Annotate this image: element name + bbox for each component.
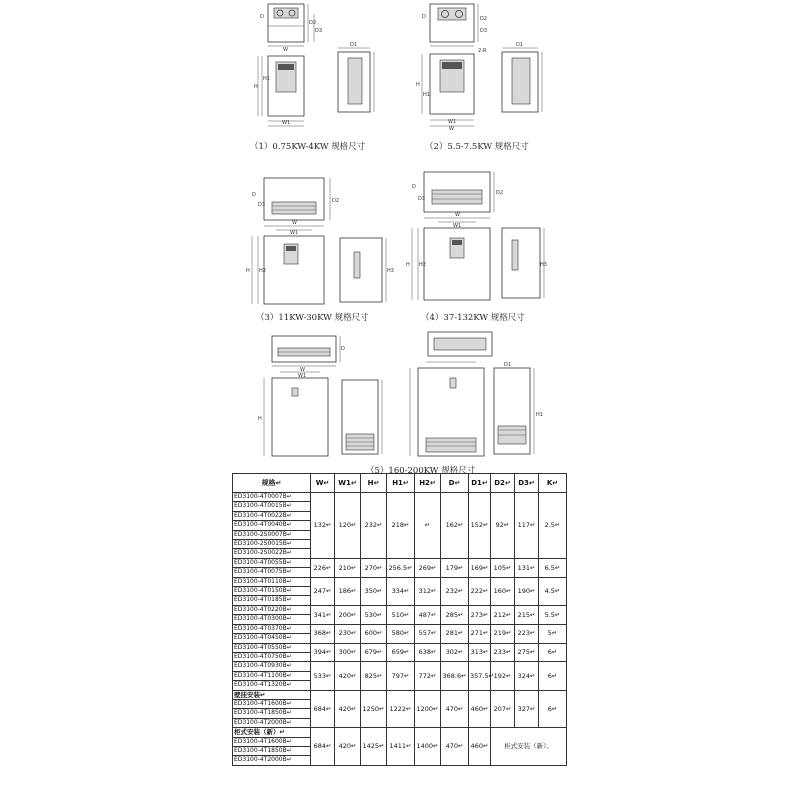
- group-title: 柜式安装（新）↵: [233, 728, 311, 737]
- table-cell-value: 530↵: [361, 605, 387, 624]
- model-name: ED3100-4T1850B↵: [233, 746, 311, 755]
- table-cell-value: 271↵: [469, 624, 491, 643]
- table-cell-value: 222↵: [469, 577, 491, 605]
- figure-2-label-2r: 2-R: [478, 48, 487, 54]
- table-cell-value: 186↵: [335, 577, 361, 605]
- spec-table: [232, 473, 566, 766]
- figure-3-label-w1: W1: [290, 230, 299, 236]
- table-cell-value: 1425↵: [361, 728, 387, 766]
- table-cell-value: 5↵: [539, 624, 567, 643]
- table-cell-value: 1222↵: [387, 690, 415, 728]
- table-cell-value: 200↵: [335, 605, 361, 624]
- header-h1: H1↵: [387, 474, 415, 493]
- table-cell-value: 470↵: [441, 728, 469, 766]
- table-cell-value: 600↵: [361, 624, 387, 643]
- table-cell-value: 92↵: [491, 493, 515, 559]
- table-cell-value: 341↵: [311, 605, 335, 624]
- header-h2: H2↵: [415, 474, 441, 493]
- model-name: ED3100-2S0007B↵: [233, 530, 311, 539]
- table-cell-value: 232↵: [361, 493, 387, 559]
- table-cell-value: 247↵: [311, 577, 335, 605]
- model-name: ED3100-4T1100B↵: [233, 671, 311, 680]
- figure-3-caption: （3）11KW-30KW 规格尺寸: [256, 313, 369, 323]
- table-cell-value: 679↵: [361, 643, 387, 662]
- header-d: D↵: [441, 474, 469, 493]
- table-cell-value: 420↵: [335, 690, 361, 728]
- model-name: ED3100-2S0022B↵: [233, 549, 311, 558]
- figure-3-drawing: [240, 172, 394, 308]
- table-cell-value: 223↵: [515, 624, 539, 643]
- figure-1-label-h: H: [254, 84, 258, 90]
- table-cell-value: 580↵: [387, 624, 415, 643]
- figure-3-label-d2: D2: [332, 198, 340, 204]
- model-name: ED3100-4T0022B↵: [233, 511, 311, 520]
- header-d1: D1↵: [469, 474, 491, 493]
- table-cell-value: 334↵: [387, 577, 415, 605]
- table-cell-value: 313↵: [469, 643, 491, 662]
- table-cell-value: 179↵: [441, 558, 469, 577]
- table-cell-value: 6↵: [539, 690, 567, 728]
- model-name: ED3100-2S0015B↵: [233, 540, 311, 549]
- figure-2-drawing: [412, 0, 547, 130]
- figure-4-label-d3: D3: [418, 196, 426, 202]
- model-name: ED3100-4T0450B↵: [233, 634, 311, 643]
- figure-3-label-h: H: [246, 268, 250, 274]
- figure-4-label-h3: H3: [540, 262, 547, 268]
- figure-1-label-d3: D3: [315, 28, 323, 34]
- table-cell-value: 420↵: [335, 728, 361, 766]
- model-name: ED3100-4T1850B↵: [233, 709, 311, 718]
- figure-2-caption: （2）5.5-7.5KW 规格尺寸: [425, 142, 529, 152]
- table-cell-value: 218↵: [387, 493, 415, 559]
- figure-4-label-d2: D2: [496, 190, 504, 196]
- table-body: [233, 493, 567, 766]
- table-cell-value: 533↵: [311, 662, 335, 690]
- figure-1-caption: （1）0.75KW-4KW 规格尺寸: [250, 142, 366, 152]
- table-cell-value: 152↵: [469, 493, 491, 559]
- table-cell-value: 302↵: [441, 643, 469, 662]
- figure-5-caption: （5）160-200KW 规格尺寸: [366, 466, 476, 476]
- table-row: [233, 493, 567, 502]
- figure-3-label-d3: D3: [258, 202, 266, 208]
- table-cell-value: 684↵: [311, 690, 335, 728]
- model-name: ED3100-4T0075B↵: [233, 568, 311, 577]
- model-name: ED3100-4T0300B↵: [233, 615, 311, 624]
- table-cell-value: 192↵: [491, 662, 515, 690]
- figure-4-label-w1: W1: [453, 223, 462, 229]
- header-w1: W1↵: [335, 474, 361, 493]
- model-name: ED3100-4T0150B↵: [233, 587, 311, 596]
- model-name: ED3100-4T0930B↵: [233, 662, 311, 671]
- model-name: ED3100-4T0370B↵: [233, 624, 311, 633]
- header-d2: D2↵: [491, 474, 515, 493]
- figure-1-label-d2: D2: [309, 20, 317, 26]
- table-cell-value: 487↵: [415, 605, 441, 624]
- table-group-title-row: [233, 690, 567, 699]
- model-name: ED3100-4T0040B↵: [233, 521, 311, 530]
- table-row: [233, 605, 567, 614]
- table-cell-value: 510↵: [387, 605, 415, 624]
- table-cell-value: 638↵: [415, 643, 441, 662]
- model-name: ED3100-4T0110B↵: [233, 577, 311, 586]
- model-name: ED3100-4T2000B↵: [233, 756, 311, 765]
- table-header-row: [233, 474, 567, 493]
- figure-5-drawing: [250, 330, 550, 460]
- table-cell-value: 368.6↵: [441, 662, 469, 690]
- figure-4-label-h2: H2: [419, 262, 426, 268]
- table-cell-value: 327↵: [515, 690, 539, 728]
- table-row: [233, 643, 567, 652]
- table-cell-value: 825↵: [361, 662, 387, 690]
- table-cell-value: 420↵: [335, 662, 361, 690]
- table-cell-value: 368↵: [311, 624, 335, 643]
- table-cell-value: 117↵: [515, 493, 539, 559]
- figure-1-label-d: D: [260, 14, 264, 20]
- table-cell-value: 797↵: [387, 662, 415, 690]
- table-cell-value: 131↵: [515, 558, 539, 577]
- figure-5-label-h1: H1: [536, 412, 543, 418]
- header-h: H↵: [361, 474, 387, 493]
- model-name: ED3100-4T0550B↵: [233, 643, 311, 652]
- figure-2-label-h: H: [416, 82, 420, 88]
- table-cell-value: 300↵: [335, 643, 361, 662]
- model-name: ED3100-4T1600B↵: [233, 699, 311, 708]
- table-cell-value: 132↵: [311, 493, 335, 559]
- table-cell-value: 772↵: [415, 662, 441, 690]
- table-cell-value: 285↵: [441, 605, 469, 624]
- model-name: ED3100-4T0015B↵: [233, 502, 311, 511]
- table-cell-value: 256.5↵: [387, 558, 415, 577]
- model-name: ED3100-4T1320B↵: [233, 681, 311, 690]
- table-cell-value: 1200↵: [415, 690, 441, 728]
- figure-1-label-w: W: [283, 47, 288, 53]
- table-cell-value: 4.5↵: [539, 577, 567, 605]
- figure-4-label-d: D: [412, 184, 416, 190]
- header-d3: D3↵: [515, 474, 539, 493]
- table-cell-value: 230↵: [335, 624, 361, 643]
- figure-2-label-d: D: [422, 14, 426, 20]
- model-name: ED3100-4T2000B↵: [233, 718, 311, 727]
- figure-5-label-w1: W1: [298, 373, 307, 379]
- figure-2-label-d2: D2: [480, 16, 488, 22]
- model-name: ED3100-4T0220B↵: [233, 605, 311, 614]
- figure-1-label-d1: D1: [350, 42, 358, 48]
- table-cell-value: 350↵: [361, 577, 387, 605]
- table-cell-value: 160↵: [491, 577, 515, 605]
- table-cell-value: 684↵: [311, 728, 335, 766]
- table-cell-value: ↵: [415, 493, 441, 559]
- table-row: [233, 577, 567, 586]
- header-k: K↵: [539, 474, 567, 493]
- table-cell-value: 190↵: [515, 577, 539, 605]
- table-row: [233, 624, 567, 633]
- figure-2-label-w: W: [449, 126, 454, 132]
- table-cell-value: 219↵: [491, 624, 515, 643]
- figure-5-label-w: W: [300, 367, 305, 373]
- table-cell-value: 169↵: [469, 558, 491, 577]
- table-cell-value: 273↵: [469, 605, 491, 624]
- table-cell-value: 120↵: [335, 493, 361, 559]
- table-cell-value: 1400↵: [415, 728, 441, 766]
- table-cell-value: 232↵: [441, 577, 469, 605]
- table-cell-value: 1250↵: [361, 690, 387, 728]
- table-cell-value: 6↵: [539, 662, 567, 690]
- table-cell-value: 281↵: [441, 624, 469, 643]
- table-cell-value: 226↵: [311, 558, 335, 577]
- figure-3-label-h3: H3: [387, 268, 394, 274]
- figure-4-label-h: H: [406, 262, 410, 268]
- model-name: ED3100-4T0007B↵: [233, 493, 311, 502]
- table-cell-value: 105↵: [491, 558, 515, 577]
- table-cell-value: 394↵: [311, 643, 335, 662]
- table-cell-value: 6.5↵: [539, 558, 567, 577]
- table-cell-note: 柜式安装（新）。: [491, 728, 567, 766]
- figure-3-label-d: D: [252, 192, 256, 198]
- table-cell-value: 312↵: [415, 577, 441, 605]
- table-cell-value: 460↵: [469, 728, 491, 766]
- header-spec: 规格↵: [233, 474, 311, 493]
- model-name: ED3100-4T0750B↵: [233, 652, 311, 661]
- figure-4-label-w: W: [455, 212, 460, 218]
- figure-2-label-d3: D3: [480, 28, 488, 34]
- figure-5-label-d: D: [341, 346, 345, 352]
- table-cell-value: 210↵: [335, 558, 361, 577]
- header-w: W↵: [311, 474, 335, 493]
- table-row: [233, 558, 567, 567]
- table-cell-value: 1411↵: [387, 728, 415, 766]
- table-cell-value: 270↵: [361, 558, 387, 577]
- model-name: ED3100-4T0055B↵: [233, 558, 311, 567]
- model-name: ED3100-4T1600B↵: [233, 737, 311, 746]
- figure-2-label-h1: H1: [423, 92, 430, 98]
- table-cell-value: 470↵: [441, 690, 469, 728]
- table-cell-value: 6↵: [539, 643, 567, 662]
- table-cell-value: 233↵: [491, 643, 515, 662]
- table-cell-value: 460↵: [469, 690, 491, 728]
- table-cell-value: 275↵: [515, 643, 539, 662]
- figure-1-label-h1: H1: [263, 76, 270, 82]
- table-cell-value: 215↵: [515, 605, 539, 624]
- table-cell-value: 324↵: [515, 662, 539, 690]
- table-cell-value: 207↵: [491, 690, 515, 728]
- figure-4-caption: （4）37-132KW 规格尺寸: [421, 313, 525, 323]
- figure-4-drawing: [400, 166, 550, 306]
- table-cell-value: 659↵: [387, 643, 415, 662]
- figure-2-label-w1: W1: [448, 119, 457, 125]
- figure-5-label-d1: D1: [504, 362, 512, 368]
- table-group-title-row: [233, 728, 567, 737]
- table-cell-value: 557↵: [415, 624, 441, 643]
- model-name: ED3100-4T0185B↵: [233, 596, 311, 605]
- figure-3-label-h2: H2: [259, 268, 266, 274]
- table-cell-value: 269↵: [415, 558, 441, 577]
- table-cell-value: 162↵: [441, 493, 469, 559]
- figure-5-label-h: H: [258, 416, 262, 422]
- table-row: [233, 662, 567, 671]
- table-cell-value: 5.5↵: [539, 605, 567, 624]
- table-cell-value: 212↵: [491, 605, 515, 624]
- figure-1-drawing: [252, 0, 387, 130]
- table-cell-value: 2.5↵: [539, 493, 567, 559]
- table-cell-value: 357.5↵: [469, 662, 491, 690]
- figure-3-label-w: W: [292, 220, 297, 226]
- figure-1-label-w1: W1: [282, 120, 291, 126]
- figure-2-label-d1: D1: [516, 42, 524, 48]
- group-title: 壁挂安装↵: [233, 690, 311, 699]
